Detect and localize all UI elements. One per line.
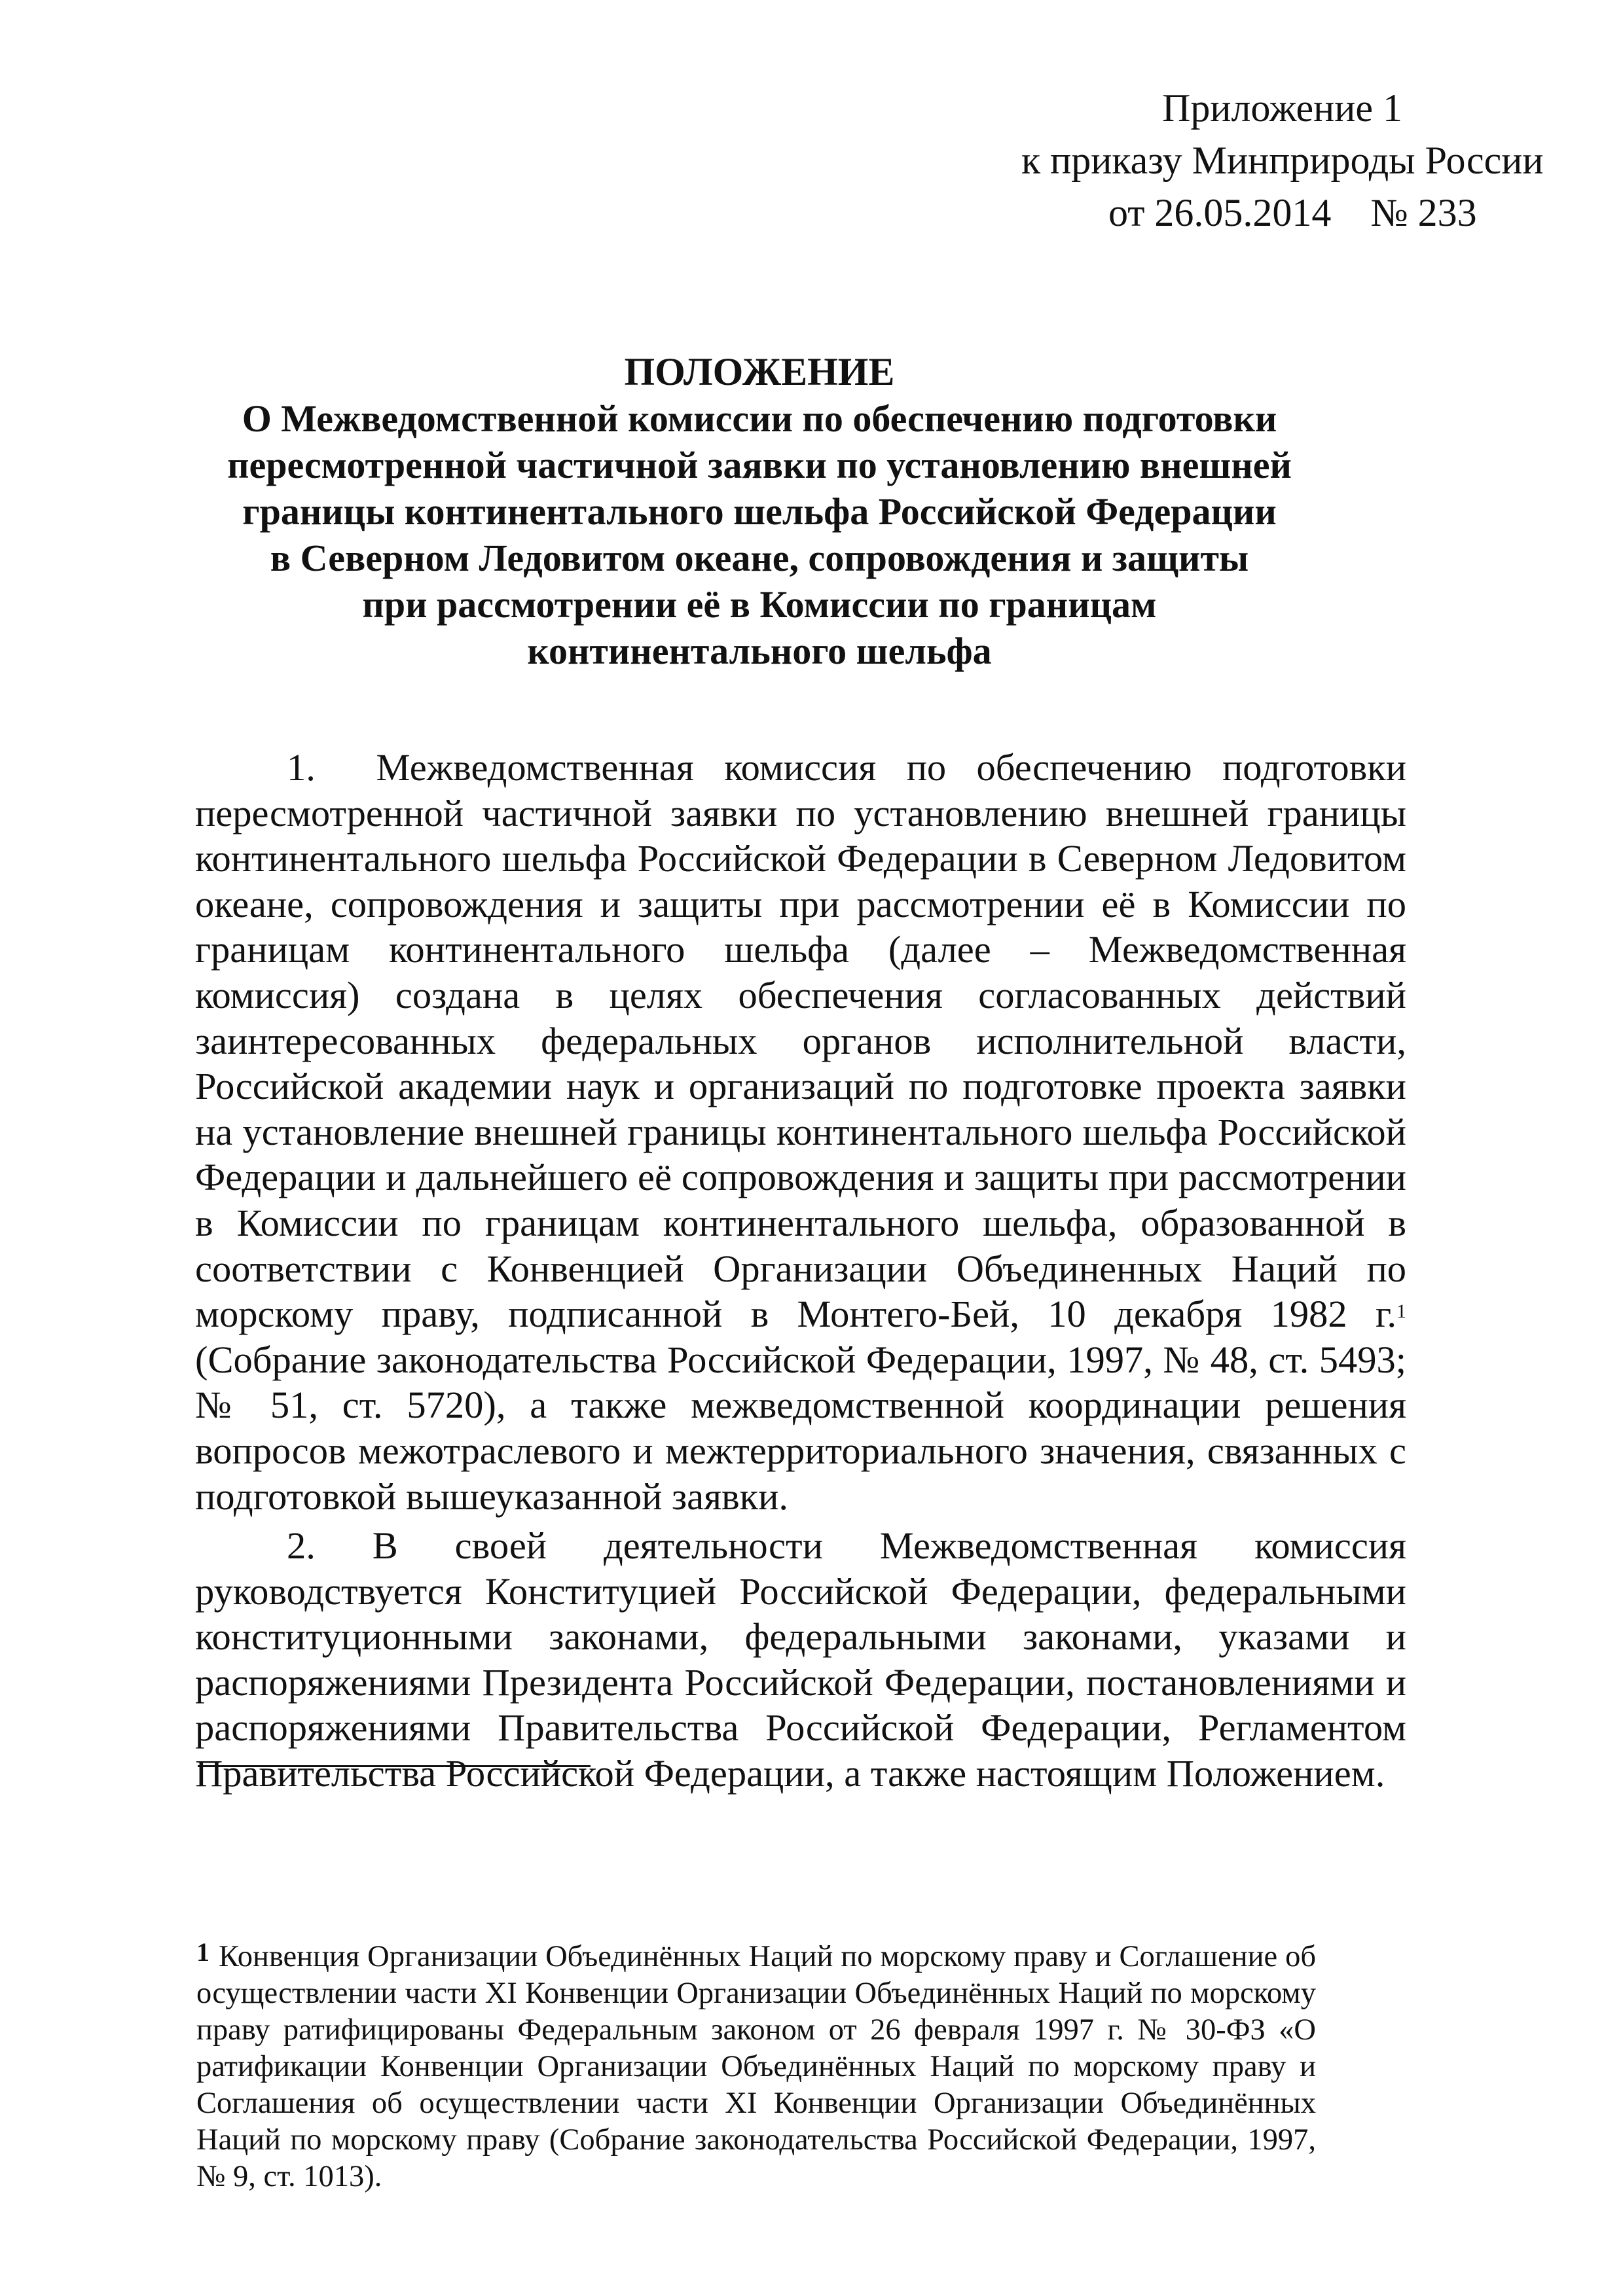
title-line: О Межведомственной комиссии по обеспечению подготовки	[242, 397, 1277, 440]
title-line: континентального шельфа	[527, 630, 992, 672]
title-line: пересмотренной частичной заявки по установлению внешней	[227, 444, 1292, 486]
title-line: при рассмотрении её в Комиссии по границам	[362, 583, 1157, 626]
document-body	[195, 745, 1406, 1797]
paragraph-1	[195, 745, 1406, 1519]
order-number: № 233	[1370, 191, 1477, 234]
footnote-text: Конвенция Организации Объединённых Наций по морскому праву и Соглашение об осуществлении части XI Конвенции Организации Объединённых Наций по морскому праву ратифицированы Федеральным законом от 26 февраля 1997 г. № 30-ФЗ «О ратификации Конвенции Организации Объединённых Наций по морскому праву и Соглашения об осуществлении части XI Конвенции Организации Объединённых Наций по морскому праву (Собрание законодательства Российской Федерации, 1997, № 9, ст. 1013).	[196, 1940, 1316, 2193]
footnote-reference[interactable]: 1	[1396, 1300, 1406, 1323]
paragraph-1-text-a: 1. Межведомственная комиссия по обеспечению подготовки пересмотренной частичной заявки по установлению внешней границы континентального шельфа Российской Федерации в Северном Ледовитом океане, сопровождения и защиты при рассмотрении её в Комиссии по границам континентального шельфа (далее – Межведомственная комиссия) создана в целях обеспечения согласованных действий заинтересованных федеральных органов исполнительной власти, Российской академии наук и организаций по подготовке проекта заявки на установление внешней границы континентального шельфа Российской Федерации и дальнейшего её сопровождения и защиты при рассмотрении в Комиссии по границам континентального шельфа, образованной в соответствии с Конвенцией Организации Объединенных Наций по морскому праву, подписанной в Монтего-Бей, 10 декабря 1982 г.	[195, 746, 1406, 1336]
footnote-separator	[198, 1765, 591, 1767]
order-reference: к приказу Минприроды России	[1021, 139, 1544, 182]
title-line: границы континентального шельфа Российской Федерации	[242, 490, 1277, 533]
paragraph-1-text-b: (Собрание законодательства Российской Федерации, 1997, № 48, ст. 5493; № 51, ст. 5720), а также межведомственной координации решения вопросов межотраслевого и межтерриториального значения, связанных с подготовкой вышеуказанной заявки.	[195, 1338, 1406, 1518]
appendix-label: Приложение 1	[1162, 86, 1403, 130]
footnote	[196, 1939, 1316, 2195]
paragraph-2: 2. В своей деятельности Межведомственная комиссия руководствуется Конституцией Российской Федерации, федеральными конституционными законами, федеральными законами, указами и распоряжениями Президента Российской Федерации, постановлениями и распоряжениями Правительства Российской Федерации, Регламентом Правительства Российской Федерации, а также настоящим Положением.	[195, 1524, 1406, 1795]
order-date: от 26.05.2014	[1108, 191, 1332, 234]
footnote-marker: 1	[196, 1937, 210, 1967]
order-date-line	[917, 187, 1545, 239]
appendix-header	[917, 82, 1545, 239]
title-line: в Северном Ледовитом океане, сопровождения и защиты	[270, 537, 1249, 579]
document-title	[196, 349, 1322, 674]
title-main: ПОЛОЖЕНИЕ	[624, 350, 895, 393]
